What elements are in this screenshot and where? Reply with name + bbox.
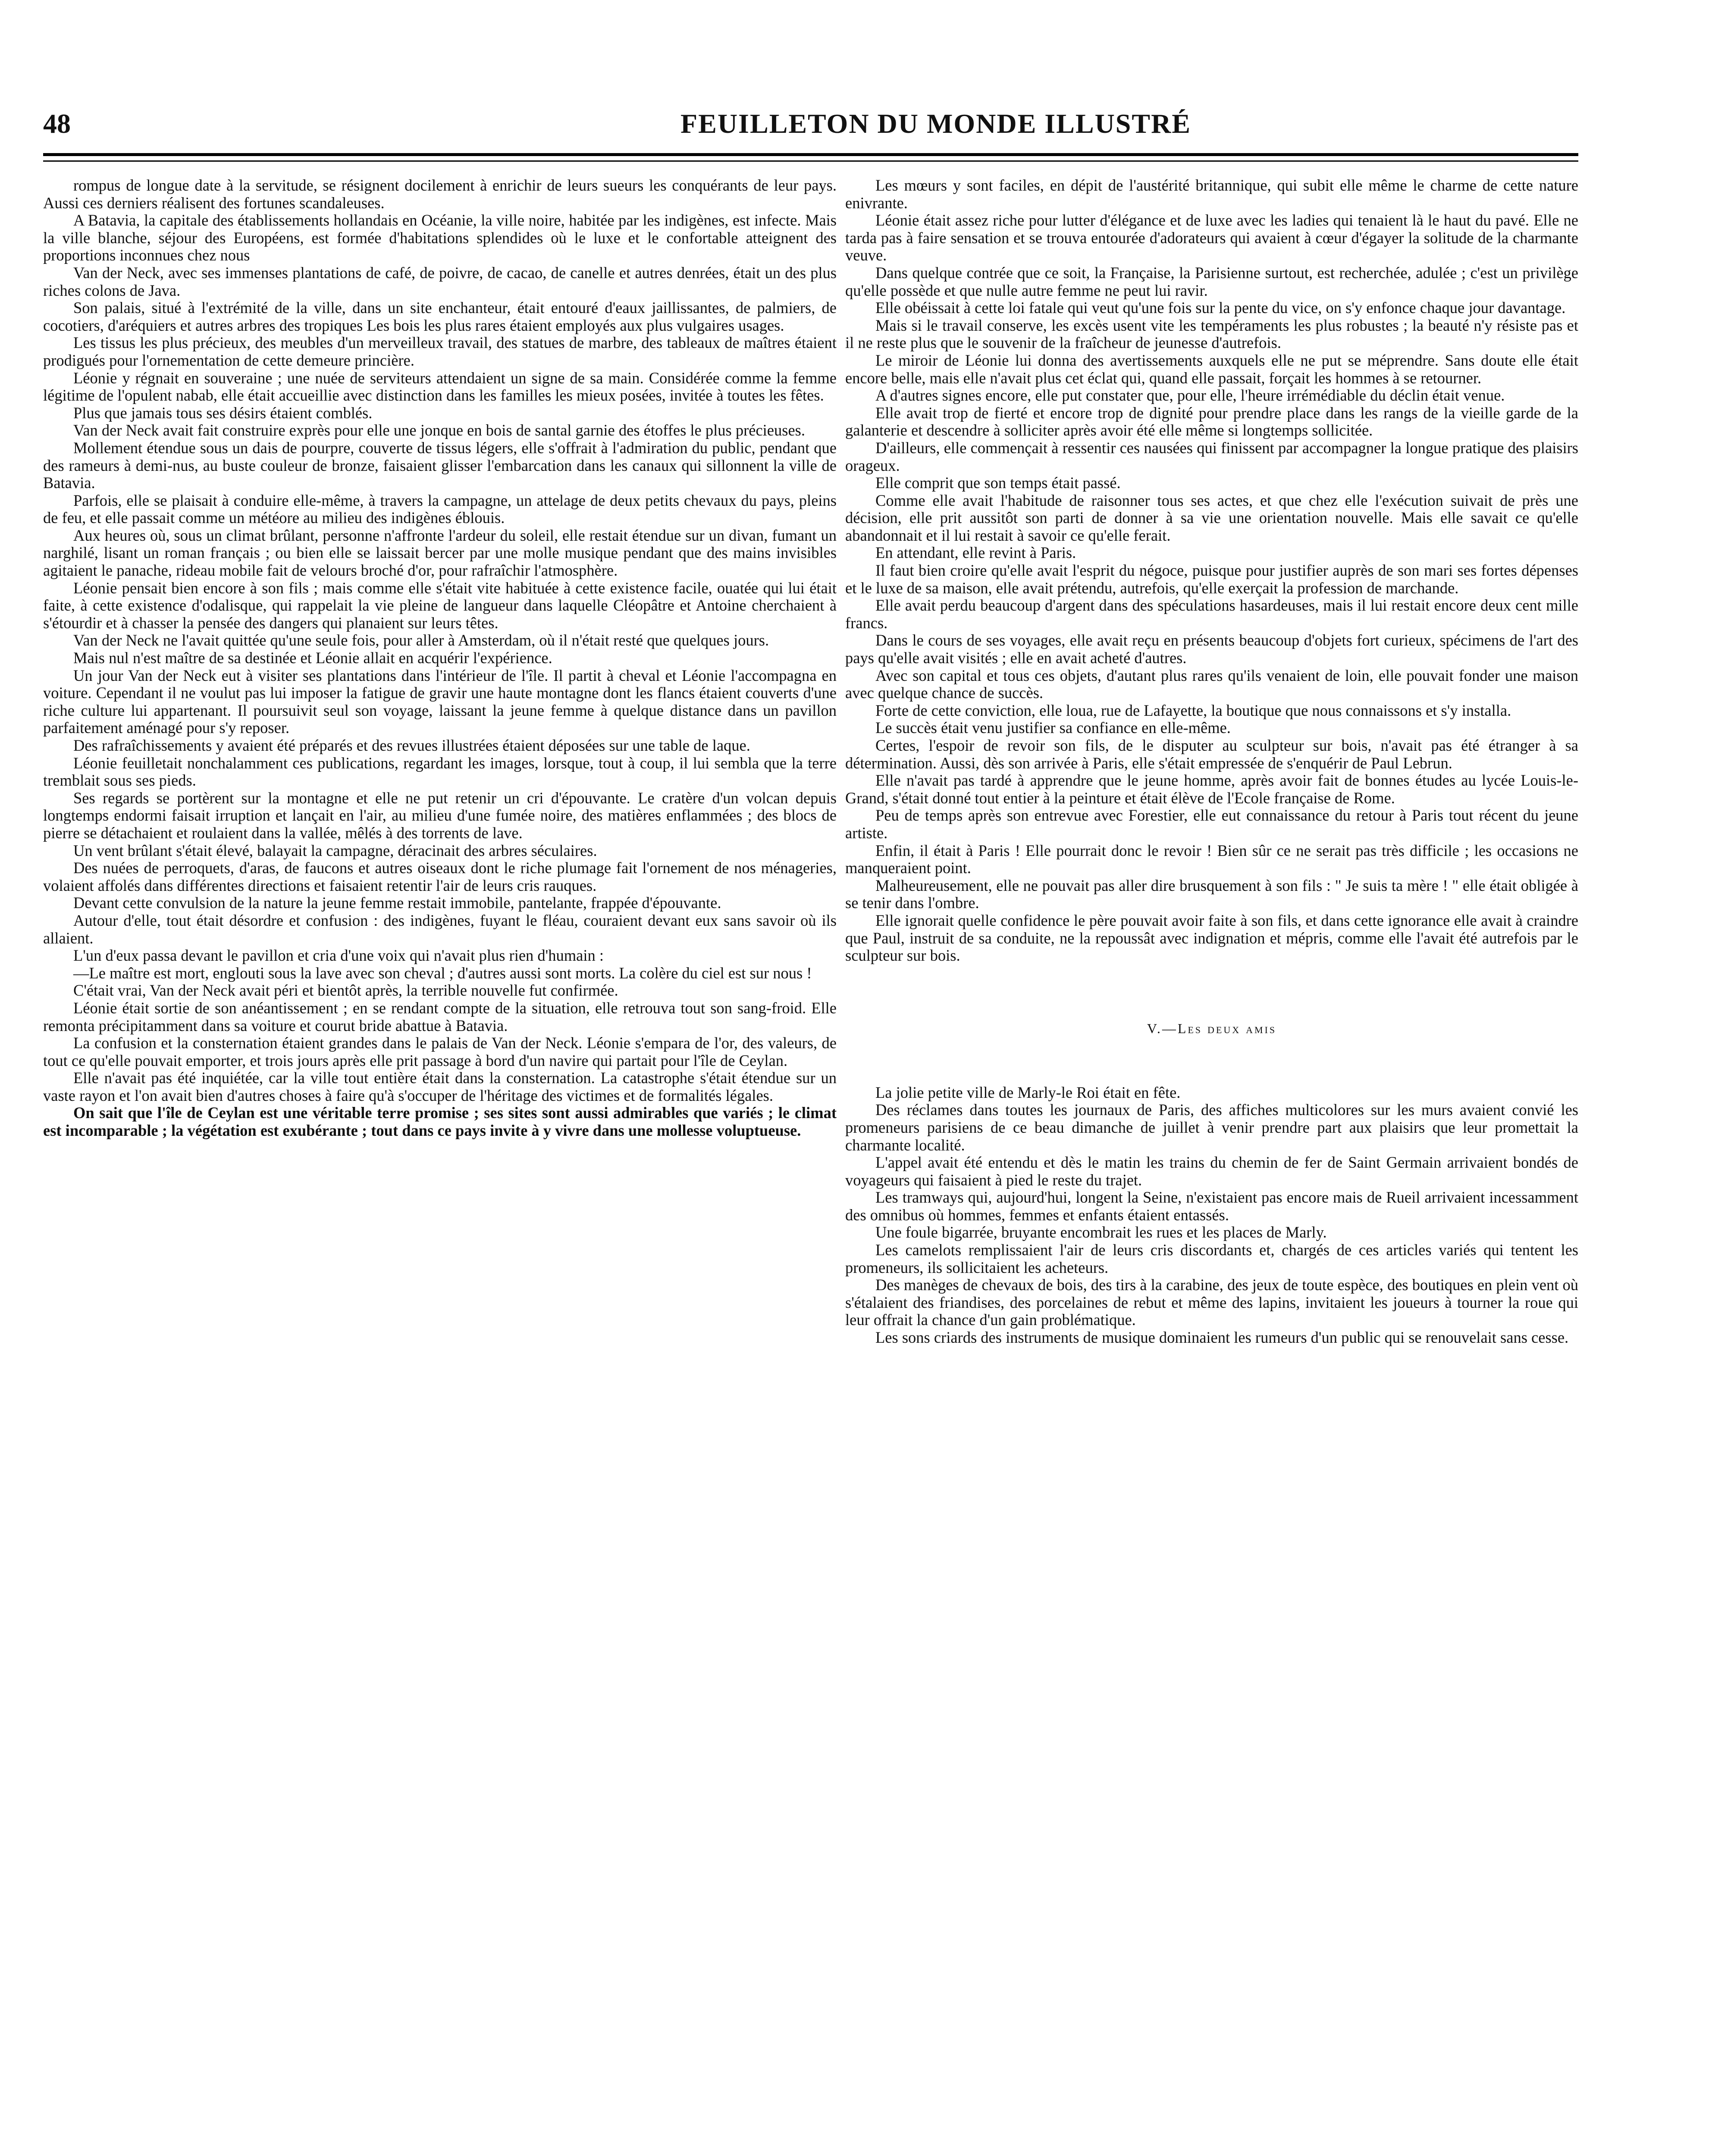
paragraph: A d'autres signes encore, elle put constater que, pour elle, l'heure irrémédiable du déclin était venue. — [875, 386, 1505, 404]
paragraph: Devant cette convulsion de la nature la jeune femme restait immobile, pantelante, frappée d'épouvante. — [73, 894, 721, 912]
paragraph: Mollement étendue sous un dais de pourpre, couverte de tissus légers, elle s'offrait à l'admiration du public, pendant que des rameurs à demi-nus, au buste couleur de bronze, faisaient glisser l'embarcation dans les canaux qui sillonnent la ville de Batavia. — [43, 439, 837, 492]
paragraph: A Batavia, la capitale des établissements hollandais en Océanie, la ville noire, habitée par les indigènes, est infecte. Mais la ville blanche, séjour des Européens, est formée d'habitations splendides où le luxe et le confortable atteignent des proportions inconnues chez nous — [43, 211, 837, 264]
paragraph: La jolie petite ville de Marly-le Roi était en fête. — [875, 1083, 1181, 1101]
paragraph: Des rafraîchissements y avaient été préparés et des revues illustrées étaient déposées sur une table de laque. — [73, 736, 750, 754]
paragraph: rompus de longue date à la servitude, se résignent docilement à enrichir de leurs sueurs les conquérants de leur pays. Aussi ces derniers réalisent des fortunes scandaleuses. — [43, 176, 837, 212]
running-head: FEUILLETON DU MONDE ILLUSTRÉ — [680, 108, 1191, 139]
section-heading: V.—Les deux amis — [1147, 1020, 1277, 1036]
paragraph: Van der Neck, avec ses immenses plantations de café, de poivre, de cacao, de canelle et autres denrées, était un des plus riches colons de Java. — [43, 263, 837, 299]
paragraph: Léonie était assez riche pour lutter d'élégance et de luxe avec les ladies qui tenaient là le haut du pavé. Elle ne tarda pas à faire sensation et se trouva entourée d'adorateurs qui avaient à cœur d'égayer la solitude de la charmante veuve. — [845, 211, 1578, 264]
paragraph: Son palais, situé à l'extrémité de la ville, dans un site enchanteur, était entouré d'eaux jaillissantes, de palmiers, de cocotiers, d'aréquiers et autres arbres des tropiques Les bois les plus rares étaient employés aux plus vulgaires usages. — [43, 299, 837, 334]
right-column-top — [845, 177, 1578, 965]
paragraph: Aux heures où, sous un climat brûlant, personne n'affronte l'ardeur du soleil, elle restait étendue sur un divan, fumant un narghilé, lisant un roman français ; ou bien elle se laissait bercer par une molle musique pendant que des mains invisibles agitaient le panache, rideau mobile fait de velours broché d'or, pour rafraîchir l'atmosphère. — [43, 526, 837, 580]
paragraph: Les camelots remplissaient l'air de leurs cris discordants et, chargés de ces articles variés qui tentent les promeneurs, ils sollicitaient les acheteurs. — [845, 1241, 1578, 1276]
paragraph: —Le maître est mort, englouti sous la lave avec son cheval ; d'autres aussi sont morts. La colère du ciel est sur nous ! — [73, 964, 812, 982]
paragraph: Il faut bien croire qu'elle avait l'esprit du négoce, puisque pour justifier auprès de son mari ses fortes dépenses et le luxe de sa maison, elle avait prétendu, autrefois, qu'elle exerçait la profession de marchande. — [845, 561, 1578, 597]
paragraph: Mais nul n'est maître de sa destinée et Léonie allait en acquérir l'expérience. — [73, 649, 552, 667]
page-number: 48 — [43, 108, 71, 139]
paragraph: Parfois, elle se plaisait à conduire elle-même, à travers la campagne, un attelage de deux petits chevaux du pays, pleins de feu, et elle passait comme un météore au milieu des indigènes éblouis. — [43, 491, 837, 527]
right-column — [845, 177, 1578, 1347]
paragraph: On sait que l'île de Ceylan est une véritable terre promise ; ses sites sont aussi admirables que variés ; le climat est incomparable ; la végétation est exubérante ; tout dans ce pays invite à y vivre dans une mollesse voluptueuse. — [43, 1104, 837, 1140]
paragraph: Les mœurs y sont faciles, en dépit de l'austérité britannique, qui subit elle même le charme de cette nature enivrante. — [845, 176, 1578, 212]
paragraph: Elle n'avait pas été inquiétée, car la ville tout entière était dans la consternation. La catastrophe s'était étendue sur un vaste rayon et l'on avait bien d'autres choses à faire qu'à s'occuper de l'héritage des victimes et de formalités légales. — [43, 1069, 837, 1104]
paragraph: L'appel avait été entendu et dès le matin les trains du chemin de fer de Saint Germain arrivaient bondés de voyageurs qui faisaient à pied le reste du trajet. — [845, 1153, 1578, 1189]
paragraph: Van der Neck ne l'avait quittée qu'une seule fois, pour aller à Amsterdam, où il n'était resté que quelques jours. — [73, 631, 769, 649]
paragraph: Elle avait trop de fierté et encore trop de dignité pour prendre place dans les rangs de la vieille garde de la galanterie et descendre à solliciter après avoir été elle même si longtemps sollicitée. — [845, 404, 1578, 439]
paragraph: Elle comprit que son temps était passé. — [875, 474, 1121, 492]
paragraph: Elle n'avait pas tardé à apprendre que le jeune homme, après avoir fait de bonnes études au lycée Louis-le-Grand, s'était donné tout entier à la peinture et était élève de l'Ecole française de Rome. — [845, 771, 1578, 807]
paragraph: Léonie y régnait en souveraine ; une nuée de serviteurs attendaient un signe de sa main. Considérée comme la femme légitime de l'opulent nabab, elle était accueillie avec distinction dans les familles les mieux posées, invitée à toutes les fêtes. — [43, 369, 837, 404]
paragraph: Léonie pensait bien encore à son fils ; mais comme elle s'était vite habituée à cette existence facile, ouatée qui lui était faite, à cette existence d'odalisque, qui rappelait la vie pleine de langueur dans laquelle Cléopâtre et Antoine cherchaient à s'étourdir et à chasser la pensée des dangers qui planaient sur leurs têtes. — [43, 579, 837, 632]
paragraph: Elle obéissait à cette loi fatale qui veut qu'une fois sur la pente du vice, on s'y enfonce chaque jour davantage. — [875, 299, 1566, 317]
paragraph: Avec son capital et tous ces objets, d'autant plus rares qu'ils venaient de loin, elle pouvait fonder une maison avec quelque chance de succès. — [845, 666, 1578, 702]
paragraph: Enfin, il était à Paris ! Elle pourrait donc le revoir ! Bien sûr ce ne serait pas très difficile ; les occasions ne manqueraient point. — [845, 841, 1578, 877]
paragraph: Elle avait perdu beaucoup d'argent dans des spéculations hasardeuses, mais il lui restait encore deux cent mille francs. — [845, 596, 1578, 632]
paragraph: Des manèges de chevaux de bois, des tirs à la carabine, des jeux de toute espèce, des boutiques en plein vent où s'étalaient des friandises, des porcelaines de rebut et même des lapins, invitaient les joueurs à tourner la roue qui leur offrait la chance d'un gain problématique. — [845, 1276, 1578, 1329]
paragraph: Les sons criards des instruments de musique dominaient les rumeurs d'un public qui se renouvelait sans cesse. — [875, 1329, 1569, 1347]
paragraph: Autour d'elle, tout était désordre et confusion : des indigènes, fuyant le fléau, couraient devant eux sans savoir où ils allaient. — [43, 911, 837, 947]
paragraph: Léonie feuilletait nonchalamment ces publications, regardant les images, lorsque, tout à coup, il lui sembla que la terre tremblait sous ses pieds. — [43, 754, 837, 790]
paragraph: Peu de temps après son entrevue avec Forestier, elle eut connaissance du retour à Paris tout récent du jeune artiste. — [845, 806, 1578, 842]
paragraph: Le miroir de Léonie lui donna des avertissements auxquels elle ne put se méprendre. Sans doute elle était encore belle, mais elle n'avait plus cet éclat qui, quand elle passait, forçait les hommes à se retourner. — [845, 351, 1578, 387]
paragraph: Les tissus les plus précieux, des meubles d'un merveilleux travail, des statues de marbre, des tableaux de maîtres étaient prodigués pour l'ornementation de cette demeure princière. — [43, 334, 837, 369]
paragraph: Un jour Van der Neck eut à visiter ses plantations dans l'intérieur de l'île. Il partit à cheval et Léonie l'accompagna en voiture. Cependant il ne voulut pas lui imposer la fatigue de gravir une haute montagne dont les flancs étaient couverts d'une riche culture lui appartenant. Il poursuivit seul son voyage, laissant la jeune femme à quelque distance dans un pavillon parfaitement aménagé pour s'y reposer. — [43, 666, 837, 737]
right-column-bottom — [845, 1084, 1578, 1347]
paragraph: Certes, l'espoir de revoir son fils, de le disputer au sculpteur sur bois, n'avait pas été étranger à sa détermination. Aussi, dès son arrivée à Paris, elle s'était empressée de s'enquérir de Paul Lebrun. — [845, 736, 1578, 772]
paragraph: Des nuées de perroquets, d'aras, de faucons et autres oiseaux dont le riche plumage fait l'ornement de nos ménageries, volaient affolés dans différentes directions et faisaient retentir l'air de leurs cris rauques. — [43, 859, 837, 894]
paragraph: En attendant, elle revint à Paris. — [875, 544, 1076, 562]
header-rule-thick — [43, 153, 1578, 156]
paragraph: Mais si le travail conserve, les excès usent vite les tempéraments les plus robustes ; la beauté n'y résiste pas et il ne reste plus que le souvenir de la fraîcheur de jeunesse d'autrefois. — [845, 316, 1578, 352]
paragraph: C'était vrai, Van der Neck avait péri et bientôt après, la terrible nouvelle fut confirmée. — [73, 981, 618, 1000]
paragraph: Ses regards se portèrent sur la montagne et elle ne put retenir un cri d'épouvante. Le cratère d'un volcan depuis longtemps endormi faisait irruption et lançait en l'air, au milieu d'une fumée noire, des matières enflammées ; des blocs de pierre se détachaient et roulaient dans la vallée, mêlés à des torrents de lave. — [43, 789, 837, 842]
paragraph: La confusion et la consternation étaient grandes dans le palais de Van der Neck. Léonie s'empara de l'or, des valeurs, de tout ce qu'elle pouvait emporter, et trois jours après elle prit passage à bord d'un navire qui partait pour l'île de Ceylan. — [43, 1034, 837, 1069]
paragraph: Une foule bigarrée, bruyante encombrait les rues et les places de Marly. — [875, 1223, 1327, 1241]
paragraph: Les tramways qui, aujourd'hui, longent la Seine, n'existaient pas encore mais de Rueil arrivaient incessamment des omnibus où hommes, femmes et enfants étaient entassés. — [845, 1188, 1578, 1224]
paragraph: Van der Neck avait fait construire exprès pour elle une jonque en bois de santal garnie des étoffes le plus précieuses. — [73, 421, 805, 439]
paragraph: Comme elle avait l'habitude de raisonner tous ses actes, et que chez elle l'exécution suivait de près une décision, elle prit aussitôt son parti de donner à sa vie une orientation nouvelle. Mais elle savait ce qu'elle abandonnait et il lui restait à savoir ce qu'elle ferait. — [845, 491, 1578, 544]
paragraph: Elle ignorait quelle confidence le père pouvait avoir faite à son fils, et dans cette ignorance elle avait à craindre que Paul, instruit de sa conduite, ne la repoussât avec indignation et mépris, comme elle l'avait été autrefois par le sculpteur sur bois. — [845, 911, 1578, 965]
paragraph: Forte de cette conviction, elle loua, rue de Lafayette, la boutique que nous connaissons et s'y installa. — [875, 701, 1511, 719]
paragraph: Dans le cours de ses voyages, elle avait reçu en présents beaucoup d'objets fort curieux, spécimens de l'art des pays qu'elle avait visités ; elle en avait acheté d'autres. — [845, 631, 1578, 667]
paragraph: Plus que jamais tous ses désirs étaient comblés. — [73, 404, 373, 422]
paragraph: Le succès était venu justifier sa confiance en elle-même. — [875, 719, 1231, 737]
header-rule-thin — [43, 160, 1578, 162]
paragraph: Malheureusement, elle ne pouvait pas aller dire brusquement à son fils : " Je suis ta mère ! " elle était obligée à se tenir dans l'ombre. — [845, 876, 1578, 912]
paragraph: Léonie était sortie de son anéantissement ; en se rendant compte de la situation, elle retrouva tout son sang-froid. Elle remonta précipitamment dans sa voiture et courut bride abattue à Batavia. — [43, 999, 837, 1034]
paragraph: Des réclames dans toutes les journaux de Paris, des affiches multicolores sur les murs avaient convié les promeneurs parisiens de ce beau dimanche de juillet à venir prendre part aux plaisirs que leur promettait la charmante localité. — [845, 1101, 1578, 1154]
left-column — [43, 177, 837, 1140]
paragraph: D'ailleurs, elle commençait à ressentir ces nausées qui finissent par accompagner la longue pratique des plaisirs orageux. — [845, 439, 1578, 474]
paragraph: Un vent brûlant s'était élevé, balayait la campagne, déracinait des arbres séculaires. — [73, 841, 597, 859]
paragraph: L'un d'eux passa devant le pavillon et cria d'une voix qui n'avait plus rien d'humain : — [73, 946, 604, 965]
paragraph: Dans quelque contrée que ce soit, la Française, la Parisienne surtout, est recherchée, adulée ; c'est un privilège qu'elle possède et que nulle autre femme ne peut lui ravir. — [845, 263, 1578, 299]
